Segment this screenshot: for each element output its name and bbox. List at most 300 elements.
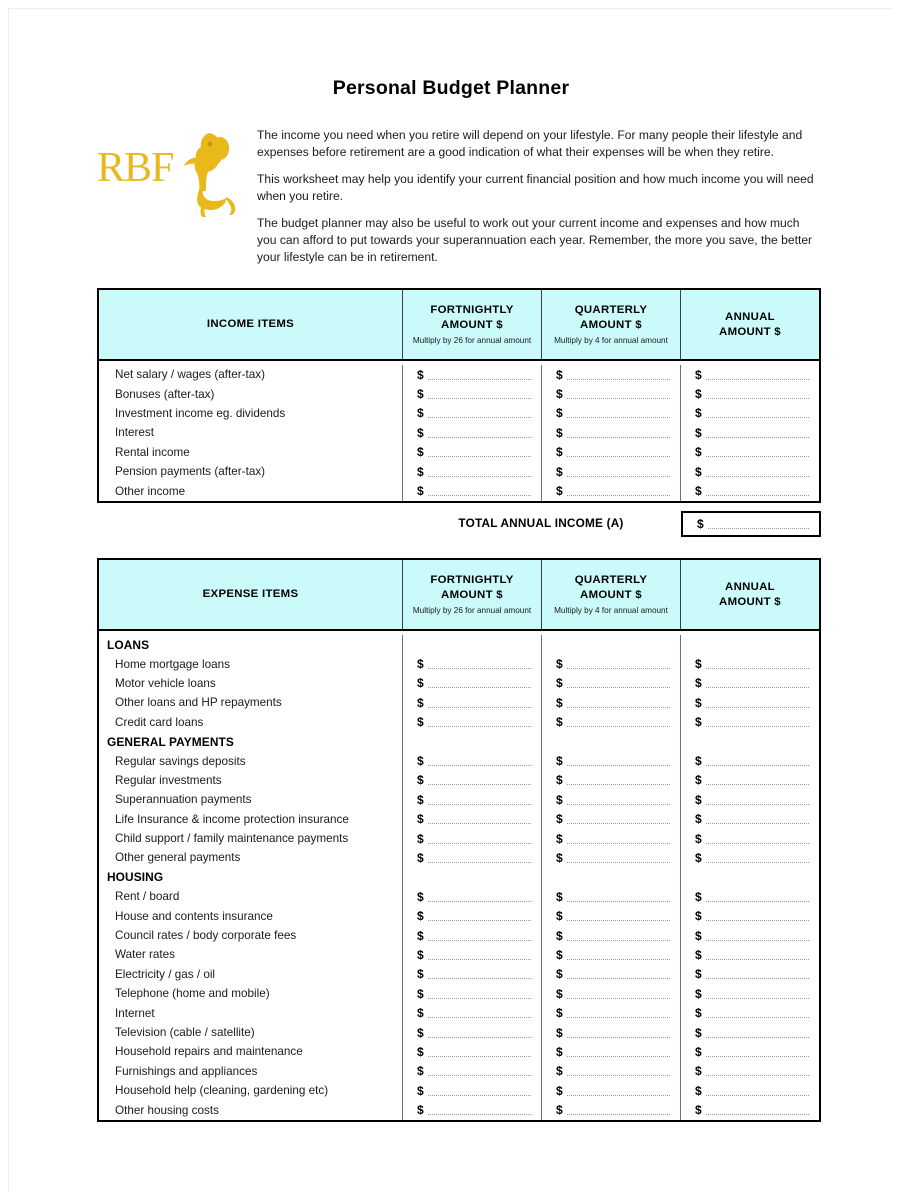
- income-row-4-annual-cell[interactable]: [681, 443, 819, 462]
- expense-row-8-annual-cell[interactable]: [681, 790, 819, 809]
- income-row-2-annual-cell[interactable]: [681, 404, 819, 423]
- dotted-leader: [428, 834, 531, 844]
- expense-row-19-fortnightly-cell[interactable]: [403, 1003, 542, 1022]
- expense-row-label-cell: [99, 887, 403, 906]
- dotted-leader: [428, 795, 531, 805]
- dotted-leader: [567, 1105, 670, 1115]
- income-row-3-fortnightly-cell[interactable]: [403, 423, 542, 442]
- currency-symbol: $: [417, 695, 424, 710]
- currency-symbol: $: [556, 792, 563, 807]
- expense-row-15-quarterly-cell[interactable]: [542, 926, 681, 945]
- row-label: Internet: [115, 1006, 155, 1020]
- expense-row-14-fortnightly-field[interactable]: [403, 909, 541, 923]
- currency-symbol: $: [417, 484, 424, 499]
- dotted-leader: [706, 989, 809, 999]
- dotted-leader: [567, 853, 670, 863]
- expense-row-24-fortnightly-cell[interactable]: [403, 1100, 542, 1119]
- expense-row-18-quarterly-cell[interactable]: [542, 984, 681, 1003]
- expense-row-11-fortnightly-field[interactable]: [403, 851, 541, 865]
- expense-row-1-quarterly-field[interactable]: [542, 657, 680, 671]
- expense-row-7-fortnightly-cell[interactable]: [403, 771, 542, 790]
- expense-row-label-cell: [99, 848, 403, 867]
- expense-header-quarterly: [542, 560, 681, 629]
- expense-row-9-annual-cell[interactable]: [681, 810, 819, 829]
- expense-row-4-annual-field[interactable]: [681, 715, 819, 729]
- expense-row-8-fortnightly-field[interactable]: [403, 793, 541, 807]
- expense-row-14-quarterly-cell[interactable]: [542, 906, 681, 925]
- income-row-2-fortnightly-cell[interactable]: [403, 404, 542, 423]
- expense-row-2-annual-cell[interactable]: [681, 674, 819, 693]
- row-label: Interest: [115, 426, 154, 440]
- expense-row-16-quarterly-cell[interactable]: [542, 945, 681, 964]
- table-row: [99, 384, 819, 403]
- expense-row-5-fortnightly-cell: [403, 732, 542, 751]
- logo-wordmark: RBF: [97, 145, 174, 191]
- income-row-4-fortnightly-field[interactable]: [403, 445, 541, 459]
- table-row: [99, 481, 819, 500]
- income-row-1-annual-cell[interactable]: [681, 384, 819, 403]
- table-row: [99, 1042, 819, 1061]
- income-table-header: [99, 290, 819, 361]
- income-row-0-quarterly-field[interactable]: [542, 368, 680, 382]
- expense-row-11-fortnightly-cell[interactable]: [403, 848, 542, 867]
- expense-row-22-fortnightly-field[interactable]: [403, 1064, 541, 1078]
- dotted-leader: [428, 447, 531, 457]
- income-row-2-quarterly-field[interactable]: [542, 406, 680, 420]
- dotted-leader: [706, 931, 809, 941]
- expense-row-4-fortnightly-cell[interactable]: [403, 713, 542, 732]
- expense-row-4-quarterly-field[interactable]: [542, 715, 680, 729]
- expense-row-label-cell: [99, 868, 403, 887]
- expense-row-14-quarterly-field[interactable]: [542, 909, 680, 923]
- expense-row-4-quarterly-cell[interactable]: [542, 713, 681, 732]
- currency-symbol: $: [417, 967, 424, 982]
- expense-row-label-cell: [99, 790, 403, 809]
- income-row-5-annual-field[interactable]: [681, 465, 819, 479]
- currency-symbol: $: [417, 387, 424, 402]
- intro-paragraph-2: This worksheet may help you identify your current financial position and how much income you will need when you retire.: [257, 172, 814, 203]
- income-row-2-quarterly-cell[interactable]: [542, 404, 681, 423]
- expense-row-20-quarterly-cell[interactable]: [542, 1023, 681, 1042]
- income-row-4-quarterly-field[interactable]: [542, 445, 680, 459]
- table-row: [99, 829, 819, 848]
- expense-row-14-annual-field[interactable]: [681, 909, 819, 923]
- expense-row-7-quarterly-field[interactable]: [542, 773, 680, 787]
- dotted-leader: [428, 1028, 531, 1038]
- income-header-fortnightly-line1: FORTNIGHTLY: [430, 303, 514, 316]
- expense-row-11-quarterly-cell[interactable]: [542, 848, 681, 867]
- currency-symbol: $: [556, 812, 563, 827]
- expense-row-label-cell: [99, 1003, 403, 1022]
- currency-symbol: $: [695, 889, 702, 904]
- expense-row-17-annual-cell[interactable]: [681, 965, 819, 984]
- income-row-5-annual-cell[interactable]: [681, 462, 819, 481]
- table-row: [99, 906, 819, 925]
- row-label: Electricity / gas / oil: [115, 967, 216, 981]
- expense-row-19-quarterly-field[interactable]: [542, 1006, 680, 1020]
- currency-symbol: $: [417, 831, 424, 846]
- dotted-leader: [567, 428, 670, 438]
- expense-row-10-annual-cell[interactable]: [681, 829, 819, 848]
- expense-row-6-fortnightly-field[interactable]: [403, 754, 541, 768]
- expense-row-6-fortnightly-cell[interactable]: [403, 751, 542, 770]
- expense-row-2-fortnightly-cell[interactable]: [403, 674, 542, 693]
- table-row: [99, 713, 819, 732]
- dotted-leader: [567, 717, 670, 727]
- currency-symbol: $: [556, 1044, 563, 1059]
- section-heading: HOUSING: [107, 870, 164, 885]
- expense-row-21-fortnightly-field[interactable]: [403, 1045, 541, 1059]
- expense-row-17-quarterly-field[interactable]: [542, 967, 680, 981]
- expense-row-20-quarterly-field[interactable]: [542, 1026, 680, 1040]
- row-label: Home mortgage loans: [115, 657, 230, 671]
- currency-symbol: $: [417, 812, 424, 827]
- expense-row-9-annual-field[interactable]: [681, 812, 819, 826]
- income-row-4-quarterly-cell[interactable]: [542, 443, 681, 462]
- currency-symbol: $: [556, 967, 563, 982]
- expense-row-24-annual-cell[interactable]: [681, 1100, 819, 1119]
- dotted-leader: [706, 428, 809, 438]
- income-row-0-annual-field[interactable]: [681, 368, 819, 382]
- row-label: Other loans and HP repayments: [115, 696, 282, 710]
- expense-row-6-annual-cell[interactable]: [681, 751, 819, 770]
- expense-row-12-fortnightly-cell: [403, 868, 542, 887]
- dotted-leader: [706, 1086, 809, 1096]
- expense-row-17-quarterly-cell[interactable]: [542, 965, 681, 984]
- row-label: Other general payments: [115, 851, 241, 865]
- expense-row-8-annual-field[interactable]: [681, 793, 819, 807]
- currency-symbol: $: [556, 367, 563, 382]
- row-label: Television (cable / satellite): [115, 1026, 255, 1039]
- expense-row-10-quarterly-cell[interactable]: [542, 829, 681, 848]
- income-row-3-quarterly-field[interactable]: [542, 426, 680, 440]
- dotted-leader: [428, 853, 531, 863]
- expense-header-quarterly-line2: AMOUNT $: [580, 588, 642, 601]
- expense-row-5-annual-cell: [681, 732, 819, 751]
- income-header-fortnightly: [403, 290, 542, 359]
- currency-symbol: $: [417, 792, 424, 807]
- expense-row-14-annual-cell[interactable]: [681, 906, 819, 925]
- expense-row-24-quarterly-cell[interactable]: [542, 1100, 681, 1119]
- income-row-1-annual-field[interactable]: [681, 387, 819, 401]
- currency-symbol: $: [695, 947, 702, 962]
- expense-row-19-annual-field[interactable]: [681, 1006, 819, 1020]
- currency-symbol: $: [695, 464, 702, 479]
- currency-symbol: $: [556, 928, 563, 943]
- expense-row-1-annual-field[interactable]: [681, 657, 819, 671]
- income-row-3-annual-field[interactable]: [681, 426, 819, 440]
- expense-row-17-annual-field[interactable]: [681, 967, 819, 981]
- expense-row-10-quarterly-field[interactable]: [542, 832, 680, 846]
- expense-row-3-fortnightly-field[interactable]: [403, 696, 541, 710]
- expense-row-21-fortnightly-cell[interactable]: [403, 1042, 542, 1061]
- expense-row-3-fortnightly-cell[interactable]: [403, 693, 542, 712]
- income-row-1-fortnightly-cell[interactable]: [403, 384, 542, 403]
- income-table: [97, 288, 821, 503]
- expense-row-15-annual-field[interactable]: [681, 929, 819, 943]
- expense-row-11-annual-cell[interactable]: [681, 848, 819, 867]
- expense-row-17-fortnightly-cell[interactable]: [403, 965, 542, 984]
- income-row-1-quarterly-field[interactable]: [542, 387, 680, 401]
- expense-header-annual: [681, 560, 819, 629]
- expense-row-3-annual-cell[interactable]: [681, 693, 819, 712]
- expense-row-20-fortnightly-cell[interactable]: [403, 1023, 542, 1042]
- expense-row-16-fortnightly-field[interactable]: [403, 948, 541, 962]
- expense-row-3-quarterly-field[interactable]: [542, 696, 680, 710]
- expense-row-8-quarterly-cell[interactable]: [542, 790, 681, 809]
- expense-row-label-cell: [99, 1023, 403, 1042]
- dotted-leader: [567, 1028, 670, 1038]
- income-header-annual-line1: ANNUAL: [725, 310, 775, 323]
- income-row-0-annual-cell[interactable]: [681, 365, 819, 384]
- income-row-0-fortnightly-cell[interactable]: [403, 365, 542, 384]
- currency-symbol: $: [695, 367, 702, 382]
- expense-row-13-quarterly-field[interactable]: [542, 890, 680, 904]
- dotted-leader: [428, 678, 531, 688]
- income-row-6-annual-field[interactable]: [681, 484, 819, 498]
- expense-row-18-annual-field[interactable]: [681, 987, 819, 1001]
- expense-row-label-cell: [99, 906, 403, 925]
- total-annual-income-box[interactable]: [681, 511, 821, 537]
- currency-symbol: $: [417, 1044, 424, 1059]
- expense-row-4-annual-cell[interactable]: [681, 713, 819, 732]
- currency-symbol: $: [417, 1103, 424, 1118]
- expense-row-4-fortnightly-field[interactable]: [403, 715, 541, 729]
- expense-row-18-quarterly-field[interactable]: [542, 987, 680, 1001]
- expense-row-17-fortnightly-field[interactable]: [403, 967, 541, 981]
- expense-row-9-fortnightly-cell[interactable]: [403, 810, 542, 829]
- income-row-4-fortnightly-cell[interactable]: [403, 443, 542, 462]
- income-row-5-fortnightly-field[interactable]: [403, 465, 541, 479]
- table-row: [99, 945, 819, 964]
- expense-header-fortnightly-line2: AMOUNT $: [441, 588, 503, 601]
- income-row-label-cell: [99, 404, 403, 423]
- currency-symbol: $: [556, 406, 563, 421]
- dotted-leader: [428, 814, 531, 824]
- currency-symbol: $: [556, 387, 563, 402]
- expense-row-24-annual-field[interactable]: [681, 1103, 819, 1117]
- income-row-3-annual-cell[interactable]: [681, 423, 819, 442]
- row-label: Telephone (home and mobile): [115, 987, 270, 1001]
- currency-symbol: $: [695, 1083, 702, 1098]
- dotted-leader: [567, 969, 670, 979]
- expense-row-18-fortnightly-field[interactable]: [403, 987, 541, 1001]
- expense-row-19-annual-cell[interactable]: [681, 1003, 819, 1022]
- expense-row-23-fortnightly-field[interactable]: [403, 1084, 541, 1098]
- expense-row-11-annual-field[interactable]: [681, 851, 819, 865]
- income-row-5-fortnightly-cell[interactable]: [403, 462, 542, 481]
- income-row-6-fortnightly-cell[interactable]: [403, 481, 542, 500]
- expense-row-3-annual-field[interactable]: [681, 696, 819, 710]
- expense-row-16-fortnightly-cell[interactable]: [403, 945, 542, 964]
- total-annual-income-field[interactable]: [683, 517, 819, 531]
- expense-row-23-fortnightly-cell[interactable]: [403, 1081, 542, 1100]
- expense-row-22-annual-field[interactable]: [681, 1064, 819, 1078]
- expense-row-8-fortnightly-cell[interactable]: [403, 790, 542, 809]
- dotted-leader: [706, 795, 809, 805]
- expense-row-18-annual-cell[interactable]: [681, 984, 819, 1003]
- expense-row-6-quarterly-field[interactable]: [542, 754, 680, 768]
- expense-row-3-quarterly-cell[interactable]: [542, 693, 681, 712]
- income-row-4-annual-field[interactable]: [681, 445, 819, 459]
- dotted-leader: [428, 1105, 531, 1115]
- expense-row-21-annual-field[interactable]: [681, 1045, 819, 1059]
- expense-row-20-annual-field[interactable]: [681, 1026, 819, 1040]
- expense-row-9-quarterly-cell[interactable]: [542, 810, 681, 829]
- expense-table-body: [99, 635, 819, 1120]
- income-row-0-quarterly-cell[interactable]: [542, 365, 681, 384]
- income-row-3-fortnightly-field[interactable]: [403, 426, 541, 440]
- row-label: Other housing costs: [115, 1103, 219, 1117]
- expense-row-24-fortnightly-field[interactable]: [403, 1103, 541, 1117]
- expense-row-15-quarterly-field[interactable]: [542, 929, 680, 943]
- currency-symbol: $: [556, 715, 563, 730]
- dotted-leader: [567, 814, 670, 824]
- income-row-6-quarterly-cell[interactable]: [542, 481, 681, 500]
- currency-symbol: $: [695, 1103, 702, 1118]
- expense-row-1-annual-cell[interactable]: [681, 654, 819, 673]
- dotted-leader: [567, 1008, 670, 1018]
- currency-symbol: $: [556, 754, 563, 769]
- expense-row-9-fortnightly-field[interactable]: [403, 812, 541, 826]
- expense-row-23-quarterly-field[interactable]: [542, 1084, 680, 1098]
- expense-row-7-annual-cell[interactable]: [681, 771, 819, 790]
- expense-row-22-quarterly-field[interactable]: [542, 1064, 680, 1078]
- income-row-label-cell: [99, 365, 403, 384]
- expense-row-21-annual-cell[interactable]: [681, 1042, 819, 1061]
- expense-row-16-annual-cell[interactable]: [681, 945, 819, 964]
- expense-row-10-annual-field[interactable]: [681, 832, 819, 846]
- income-table-body: [99, 365, 819, 501]
- expense-row-5-quarterly-field: [542, 735, 680, 749]
- expense-row-22-fortnightly-cell[interactable]: [403, 1062, 542, 1081]
- expense-header-fortnightly: [403, 560, 542, 629]
- dotted-leader: [428, 1066, 531, 1076]
- expense-row-label-cell: [99, 635, 403, 654]
- expense-row-21-quarterly-cell[interactable]: [542, 1042, 681, 1061]
- row-label: Rental income: [115, 445, 190, 459]
- expense-row-10-fortnightly-cell[interactable]: [403, 829, 542, 848]
- table-row: [99, 1003, 819, 1022]
- expense-row-6-annual-field[interactable]: [681, 754, 819, 768]
- dotted-leader: [567, 756, 670, 766]
- currency-symbol: $: [695, 928, 702, 943]
- expense-row-2-annual-field[interactable]: [681, 676, 819, 690]
- expense-row-6-quarterly-cell[interactable]: [542, 751, 681, 770]
- expense-row-20-fortnightly-field[interactable]: [403, 1026, 541, 1040]
- expense-row-5-fortnightly-field: [403, 735, 541, 749]
- expense-row-23-annual-field[interactable]: [681, 1084, 819, 1098]
- expense-row-13-annual-cell[interactable]: [681, 887, 819, 906]
- dotted-leader: [428, 370, 531, 380]
- expense-row-label-cell: [99, 674, 403, 693]
- currency-symbol: $: [556, 425, 563, 440]
- expense-row-18-fortnightly-cell[interactable]: [403, 984, 542, 1003]
- expense-row-7-annual-field[interactable]: [681, 773, 819, 787]
- income-row-label-cell: [99, 384, 403, 403]
- expense-row-13-fortnightly-cell[interactable]: [403, 887, 542, 906]
- expense-row-19-quarterly-cell[interactable]: [542, 1003, 681, 1022]
- expense-row-16-quarterly-field[interactable]: [542, 948, 680, 962]
- expense-row-22-annual-cell[interactable]: [681, 1062, 819, 1081]
- expense-row-7-quarterly-cell[interactable]: [542, 771, 681, 790]
- expense-row-2-quarterly-cell[interactable]: [542, 674, 681, 693]
- expense-row-13-quarterly-cell[interactable]: [542, 887, 681, 906]
- expense-row-15-fortnightly-field[interactable]: [403, 929, 541, 943]
- expense-row-10-fortnightly-field[interactable]: [403, 832, 541, 846]
- expense-row-1-fortnightly-field[interactable]: [403, 657, 541, 671]
- expense-row-11-quarterly-field[interactable]: [542, 851, 680, 865]
- expense-header-quarterly-line1: QUARTERLY: [574, 573, 648, 586]
- page-title: Personal Budget Planner: [332, 77, 570, 99]
- expense-row-0-quarterly-field: [542, 638, 680, 652]
- row-label: Pension payments (after-tax): [115, 465, 266, 479]
- dotted-leader: [706, 814, 809, 824]
- income-row-1-fortnightly-field[interactable]: [403, 387, 541, 401]
- income-row-2-annual-field[interactable]: [681, 406, 819, 420]
- expense-row-22-quarterly-cell[interactable]: [542, 1062, 681, 1081]
- expense-row-23-annual-cell[interactable]: [681, 1081, 819, 1100]
- expense-row-15-fortnightly-cell[interactable]: [403, 926, 542, 945]
- expense-row-label-cell: [99, 810, 403, 829]
- expense-row-0-annual-field: [681, 638, 819, 652]
- income-row-6-annual-cell[interactable]: [681, 481, 819, 500]
- expense-row-7-fortnightly-field[interactable]: [403, 773, 541, 787]
- expense-row-16-annual-field[interactable]: [681, 948, 819, 962]
- expense-row-19-fortnightly-field[interactable]: [403, 1006, 541, 1020]
- expense-row-8-quarterly-field[interactable]: [542, 793, 680, 807]
- income-header-items: [99, 290, 403, 359]
- expense-row-12-annual-field: [681, 870, 819, 884]
- expense-row-20-annual-cell[interactable]: [681, 1023, 819, 1042]
- expense-row-13-fortnightly-field[interactable]: [403, 890, 541, 904]
- expense-row-2-fortnightly-field[interactable]: [403, 676, 541, 690]
- dotted-leader: [428, 931, 531, 941]
- income-row-5-quarterly-cell[interactable]: [542, 462, 681, 481]
- expense-row-1-fortnightly-cell[interactable]: [403, 654, 542, 673]
- row-label: Rent / board: [115, 890, 180, 904]
- income-row-6-fortnightly-field[interactable]: [403, 484, 541, 498]
- table-row: [99, 732, 819, 751]
- expense-row-15-annual-cell[interactable]: [681, 926, 819, 945]
- expense-row-24-quarterly-field[interactable]: [542, 1103, 680, 1117]
- expense-row-label-cell: [99, 732, 403, 751]
- dotted-leader: [567, 1047, 670, 1057]
- income-row-3-quarterly-cell[interactable]: [542, 423, 681, 442]
- income-row-0-fortnightly-field[interactable]: [403, 368, 541, 382]
- expense-row-1-quarterly-cell[interactable]: [542, 654, 681, 673]
- dotted-leader: [706, 775, 809, 785]
- expense-row-21-quarterly-field[interactable]: [542, 1045, 680, 1059]
- expense-row-23-quarterly-cell[interactable]: [542, 1081, 681, 1100]
- income-row-5-quarterly-field[interactable]: [542, 465, 680, 479]
- currency-symbol: $: [556, 850, 563, 865]
- dotted-leader: [567, 698, 670, 708]
- expense-row-2-quarterly-field[interactable]: [542, 676, 680, 690]
- expense-row-14-fortnightly-cell[interactable]: [403, 906, 542, 925]
- dotted-leader: [428, 892, 531, 902]
- currency-symbol: $: [556, 1064, 563, 1079]
- income-row-1-quarterly-cell[interactable]: [542, 384, 681, 403]
- table-row: [99, 1081, 819, 1100]
- income-row-6-quarterly-field[interactable]: [542, 484, 680, 498]
- dotted-leader: [706, 467, 809, 477]
- income-row-2-fortnightly-field[interactable]: [403, 406, 541, 420]
- expense-row-9-quarterly-field[interactable]: [542, 812, 680, 826]
- section-heading: GENERAL PAYMENTS: [107, 734, 234, 749]
- income-header-quarterly-note: Multiply by 4 for annual amount: [554, 335, 668, 345]
- expense-row-13-annual-field[interactable]: [681, 890, 819, 904]
